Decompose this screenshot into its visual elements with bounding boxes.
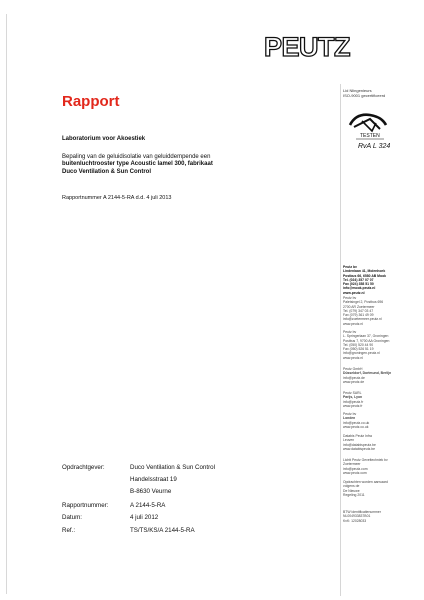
client-row-label: Datum: xyxy=(62,514,82,521)
rva-accreditation-seal xyxy=(346,111,394,153)
office-line: www.databispeutz.be xyxy=(343,446,376,451)
client-row-value: Duco Ventilation & Sun Control xyxy=(130,464,215,471)
report-title: Rapport xyxy=(62,93,120,110)
office-line: Peutz bv xyxy=(343,265,357,269)
office-address-block xyxy=(343,391,415,408)
office-line: info@groningen.peutz.nl xyxy=(343,351,380,356)
office-address-block xyxy=(343,330,415,360)
office-line: De Nieuwe xyxy=(343,488,360,493)
office-line: info@databispeutz.be xyxy=(343,442,376,447)
office-line: info@peutz.com xyxy=(343,466,368,471)
office-line: volgens de xyxy=(343,484,360,489)
right-column-rule xyxy=(340,84,341,596)
svg-text:PEUTZ: PEUTZ xyxy=(264,32,351,62)
office-line: info@peutz.fr xyxy=(343,399,364,404)
office-line: Regeling 2011 xyxy=(343,492,365,497)
office-address-block xyxy=(343,458,415,475)
office-line: www.peutz.nl xyxy=(343,290,365,295)
office-line: KvK: 12028033 xyxy=(343,518,367,523)
office-line: Leuven xyxy=(343,438,355,443)
office-line: Postbus 66, 6580 AB Mook xyxy=(343,273,387,278)
office-address-block xyxy=(343,296,415,326)
office-line: www.peutz.nl xyxy=(343,321,363,326)
office-line: L. Springerlaan 37, Groningen xyxy=(343,334,389,339)
accreditation-text xyxy=(343,88,385,98)
client-row-value: B-8630 Veurne xyxy=(130,488,172,495)
client-row-value: TS/TS/KS/A 2144-5-RA xyxy=(130,527,195,534)
office-line: Paletsingel 2, Postbus 696 xyxy=(343,300,384,305)
office-address-block xyxy=(343,367,415,384)
office-line: Peutz bv xyxy=(343,330,357,334)
office-line: info@peutz.co.uk xyxy=(343,420,370,425)
office-address-block xyxy=(343,434,415,451)
client-row-label: Opdrachtgever: xyxy=(62,464,105,471)
description-line: Bepaling van de geluidisolatie van geluiddempende een xyxy=(62,154,211,160)
office-line: Tel. (050) 520 44 90 xyxy=(343,342,374,347)
office-address-block xyxy=(343,510,415,523)
office-line: www.peutz.nl xyxy=(343,355,363,360)
report-description xyxy=(62,154,332,176)
client-row-value: A 2144-5-RA xyxy=(130,502,166,509)
office-line: Lichtt Peutz Geveltechniek bv xyxy=(343,458,388,462)
left-margin-rule xyxy=(6,14,7,594)
description-line: Duco Ventilation & Sun Control xyxy=(62,168,151,175)
office-line: Postbus 7, 9700 AA Groningen xyxy=(343,338,390,343)
office-line: 2700 AR Zoetermeer xyxy=(343,304,375,309)
office-line: Opdrachten worden aanvaard xyxy=(343,480,388,484)
accreditation-line: Lid Nlingenieurs xyxy=(343,88,372,93)
office-line: NL004933837B01 xyxy=(343,514,371,519)
office-line: Fax (050) 526 51 19 xyxy=(343,347,374,352)
office-line: www.peutz.com xyxy=(343,470,367,475)
seal-label: TESTEN xyxy=(360,133,380,139)
accreditation-line: ISO-9001 gecertificeerd xyxy=(343,93,386,98)
office-line: Zoetermeer xyxy=(343,462,361,467)
office-line: Peutz bv xyxy=(343,412,357,416)
description-line: buitenluchtrooster type Acoustic lamel 300, fabrikaat xyxy=(62,161,213,168)
peutz-logo xyxy=(262,30,354,62)
office-line: Parijs, Lyon xyxy=(343,395,363,400)
office-line: info@peutz.de xyxy=(343,375,365,380)
seal-code: RvA L 324 xyxy=(358,143,391,150)
office-line: BTW identificatienummer xyxy=(343,510,381,514)
client-row-label: Rapportnummer: xyxy=(62,502,109,509)
client-row-value: Handelsstraat 19 xyxy=(130,476,177,483)
office-line: www.peutz.de xyxy=(343,379,365,384)
lab-name: Laboratorium voor Akoestiek xyxy=(62,136,146,142)
client-row-value: 4 juli 2012 xyxy=(130,514,159,521)
office-line: info@mook.peutz.nl xyxy=(343,286,376,291)
office-line: Tel. (024) 357 07 07 xyxy=(343,277,374,282)
office-line: Lindenlaan 41, Molenhoek xyxy=(343,269,386,274)
office-line: Databis Peutz Infra xyxy=(343,434,372,438)
office-line: Peutz bv xyxy=(343,296,357,300)
client-row-label: Ref.: xyxy=(62,527,76,534)
office-line: www.peutz.fr xyxy=(343,403,363,408)
office-address-block xyxy=(343,480,415,497)
office-line: Peutz SARL xyxy=(343,391,362,395)
report-number-line: Rapportnummer A 2144-5-RA d.d. 4 juli 2013 xyxy=(62,195,172,201)
office-line: Fax (079) 361 49 09 xyxy=(343,313,374,318)
office-address-block xyxy=(343,412,415,429)
office-line: Peutz GmbH xyxy=(343,367,363,371)
office-line: Düsseldorf, Dortmund, Berlijn xyxy=(343,371,392,376)
office-line: Londen xyxy=(343,416,356,421)
office-address-block xyxy=(343,265,415,295)
office-line: Tel. (079) 347 03 47 xyxy=(343,308,374,313)
office-line: Fax (024) 358 51 50 xyxy=(343,282,374,287)
office-line: www.peutz.co.uk xyxy=(343,424,369,429)
office-line: info@zoetermeer.peutz.nl xyxy=(343,317,382,322)
